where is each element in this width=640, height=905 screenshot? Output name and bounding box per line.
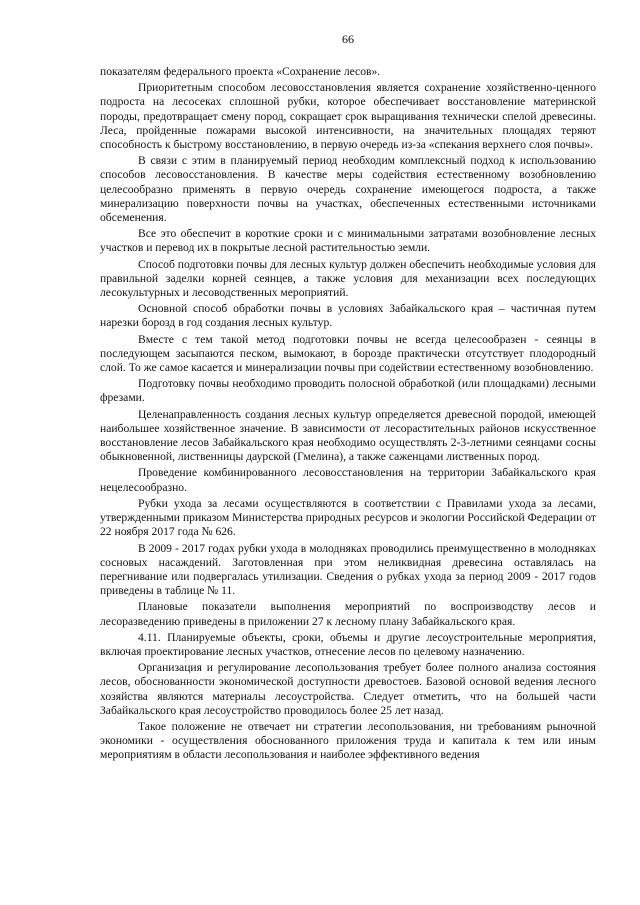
paragraph: Целенаправленность создания лесных культур определяется древесной породой, имеющей наибольшее хозяйственное значение. В зависимости от лесорастительных районов искусственное восстановление лесов Забайкальского края необходимо осуществлять 2-3-летними сеянцами сосны обыкновенной, лиственницы даурской (Гмелина), а также саженцами лиственных пород. — [100, 407, 596, 464]
paragraph: Проведение комбинированного лесовосстановления на территории Забайкальского края нецелесообразно. — [100, 466, 596, 494]
paragraph: показателям федерального проекта «Сохранение лесов». — [100, 65, 381, 78]
paragraph: Вместе с тем такой метод подготовки почвы не всегда целесообразен - сеянцы в последующем засыпаются песком, вымокают, в борозде практически отсутствует плодородный слой. То же самое касается и минерализации почвы при содействии естественному возобновлению. — [100, 332, 596, 375]
section-heading: 4.11. Планируемые объекты, сроки, объемы и другие лесоустроительные мероприятия, включая проектирование лесных участков, отнесение лесов по целевому назначению. — [100, 630, 596, 658]
page-number: 66 — [342, 32, 354, 46]
paragraph: Подготовку почвы необходимо проводить полосной обработкой (или площадками) лесными фрезами. — [100, 377, 596, 405]
paragraph: Организация и регулирование лесопользования требует более полного анализа состояния лесов, обоснованности экономической доступности древостоев. Базовой основой ведения лесного хозяйства являются материалы лесоустройства. Следует отметить, что на большей части Забайкальского края лесоустройство проводилось более 25 лет назад. — [100, 661, 596, 717]
paragraph: Способ подготовки почвы для лесных культур должен обеспечить необходимые условия для правильной заделки корней сеянцев, а также условия для механизации всех последующих лесокультурных и лесоводственных мероприятий. — [100, 257, 596, 300]
body-text — [100, 65, 596, 763]
paragraph: В 2009 - 2017 годах рубки ухода в молодняках проводились преимущественно в молодняках сосновых насаждений. Заготовленная при этом неликвидная древесина оставлялась на перегнивание или подвергалась утилизации. Сведения о рубках ухода за период 2009 - 2017 годов приведены в таблице № 11. — [100, 541, 596, 598]
paragraph: Основной способ обработки почвы в условиях Забайкальского края – частичная путем нарезки борозд в год создания лесных культур. — [100, 302, 596, 330]
paragraph: В связи с этим в планируемый период необходим комплексный подход к использованию способов лесовосстановления. В качестве меры содействия естественному возобновлению целесообразно применять в первую очередь сохранение имеющегося подроста, а также минерализацию поверхности почвы на участках, обеспеченных естественными источниками обсеменения. — [100, 154, 596, 225]
paragraph: Такое положение не отвечает ни стратегии лесопользования, ни требованиям рыночной экономики - осуществления обоснованного приложения труда и капитала к тем или иным мероприятиям в области лесопользования и наиболее эффективного ведения — [100, 719, 596, 762]
paragraph: Приоритетным способом лесовосстановления является сохранение хозяйственно-ценного подроста на лесосеках сплошной рубки, которое обеспечивает восстановление материнской породы, предотвращает смену пород, сокращает срок выращивания технически спелой древесины. Леса, пройденные пожарами высокой интенсивности, на значительных площадях теряют способность к быстрому восстановлению, в первую очередь из-за «спекания верхнего слоя почвы». — [100, 81, 596, 152]
paragraph: Все это обеспечит в короткие сроки и с минимальными затратами возобновление лесных участков и перевод их в покрытые лесной растительностью земли. — [100, 227, 596, 255]
paragraph: Плановые показатели выполнения мероприятий по воспроизводству лесов и лесоразведению приведены в приложении 27 к лесному плану Забайкальского края. — [100, 600, 596, 628]
paragraph: Рубки ухода за лесами осуществляются в соответствии с Правилами ухода за лесами, утвержденными приказом Министерства природных ресурсов и экологии Российской Федерации от 22 ноября 2017 года № 626. — [100, 496, 596, 539]
